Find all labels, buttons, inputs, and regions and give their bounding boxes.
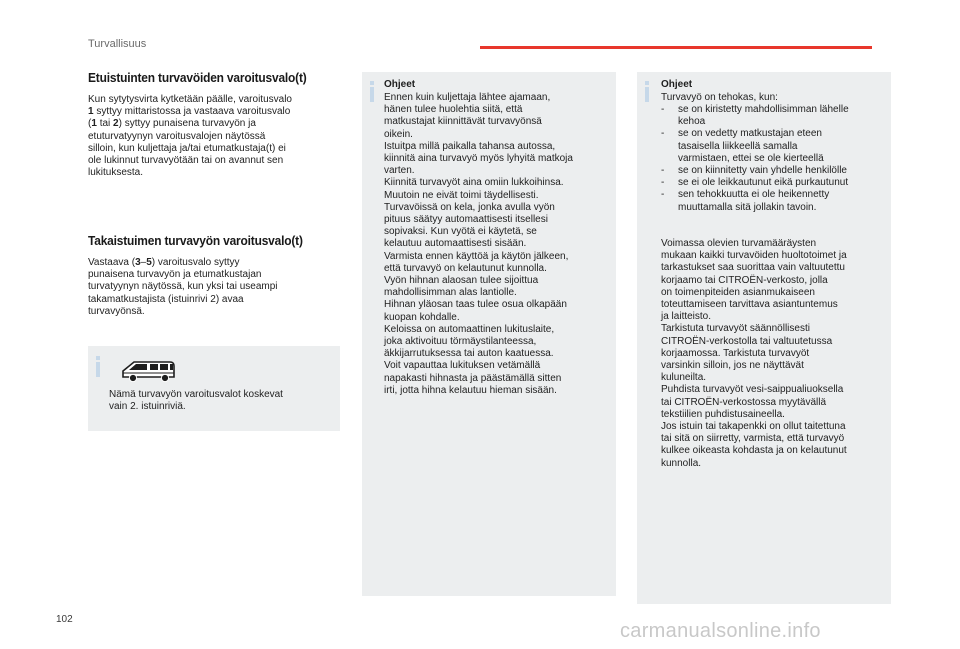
list-item: - se on vedetty matkustajan eteen tasaisella liikkeellä samalla varmistaen, ettei se ole kierteellä	[661, 128, 824, 164]
van-icon	[120, 358, 178, 384]
rear-paragraph: Vastaava (3–5) varoitusvalo syttyy punaisena turvavyön ja etumatkustajan turvatyynyn näytössä, kun yksi tai useampi takamatkustajista (istuinrivi 2) avaa turvavyönsä.	[88, 257, 278, 317]
front-paragraph: Kun sytytysvirta kytketään päälle, varoitusvalo 1 syttyy mittaristossa ja vastaava varoitusvalo (1 tai 2) syttyy punaisena turvavyön ja etuturvatyynyn varoitusvalojen näytössä silloin, kun kuljettaja ja/tai etumatkustaja(t) ei ole lukinnut turvavyötään tai on avannut sen lukituksesta.	[88, 94, 292, 179]
list-item: - se on kiinnitetty vain yhdelle henkilölle	[661, 165, 847, 177]
list-item: - sen tehokkuutta ei ole heikennetty muuttamalla sitä jollakin tavoin.	[661, 189, 830, 213]
tips-text: Ennen kuin kuljettaja lähtee ajamaan, hänen tulee huolehtia siitä, että matkustajat kiinnittävät turvavyönsä oikein. Istuitpa millä paikalla tahansa autossa, kiinnitä aina turvavyö myös lyhyitä matkoja varten. Kiinnitä turvavyöt aina omiin lukkoihinsa. Muutoin ne eivät toimi täydellisesti. Turvavöissä on kela, jonka avulla vyön pituus säätyy automaattisesti itsellesi sopivaksi. Kun vyötä ei käytetä, se kelautuu automaattisesti sisään. Varmista ennen käyttöä ja käytön jälkeen, että turvavyö on kelautunut kunnolla. Vyön hihnan alaosan tulee sijoittua mahdollisimman alas lantiolle. Hihnan yläosan taas tulee osua olkapään kuopan kohdalle. Keloissa on automaattinen lukituslaite, joka aktivoituu törmäystilanteessa, äkkijarrutuksessa tai auton kaatuessa. Voit vapauttaa lukituksen vetämällä napakasti hihnasta ja päästämällä sitten irti, jotta hihna kelautuu hieman sisään.	[384, 92, 573, 396]
header-rule	[480, 46, 872, 49]
info-marker-icon	[370, 87, 374, 102]
info-marker-icon	[96, 362, 100, 377]
front-heading: Etuistuinten turvavöiden varoitusvalo(t)	[88, 70, 307, 85]
watermark: carmanualsonline.info	[620, 620, 821, 642]
list-item: - se on kiristetty mahdollisimman lähelle kehoa	[661, 104, 849, 128]
tips-box-right	[637, 72, 891, 604]
page-number: 102	[56, 614, 73, 625]
tips-intro: Turvavyö on tehokas, kun:	[661, 92, 778, 103]
tips-box-middle	[362, 72, 616, 596]
info-marker-icon	[645, 87, 649, 102]
list-item: - se ei ole leikkautunut eikä purkautunut	[661, 177, 849, 189]
tips-text: Voimassa olevien turvamääräysten mukaan kaikki turvavöiden huoltotoimet ja tarkastukset saa suorittaa vain valtuutettu korjaamo tai CITROËN-verkosto, jolla on toimenpiteiden asianmukaiseen toteuttamiseen tarvittava asiantuntemus ja laitteisto. Tarkistuta turvavyöt säännöllisesti CITROËN-verkostolla tai valtuutetussa korjaamossa. Tarkistuta turvavyöt varsinkin silloin, jos ne näyttävät kuluneilta. Puhdista turvavyöt vesi-saippualiuoksella tai CITROËN-verkostossa myytävällä tekstiilien puhdistusaineella. Jos istuin tai takapenkki on ollut taitettuna tai sitä on siirretty, varmista, että turvavyö kulkee oikeasta kohdasta ja on kelautunut kunnolla.	[661, 238, 847, 469]
note-text: Nämä turvavyön varoitusvalot koskevat vain 2. istuinriviä.	[109, 389, 283, 413]
section-label: Turvallisuus	[88, 38, 147, 50]
tips-title: Ohjeet	[384, 79, 416, 90]
tips-title: Ohjeet	[661, 79, 693, 90]
note-box	[88, 346, 340, 431]
rear-heading: Takaistuimen turvavyön varoitusvalo(t)	[88, 233, 303, 248]
tips-list	[661, 104, 887, 214]
